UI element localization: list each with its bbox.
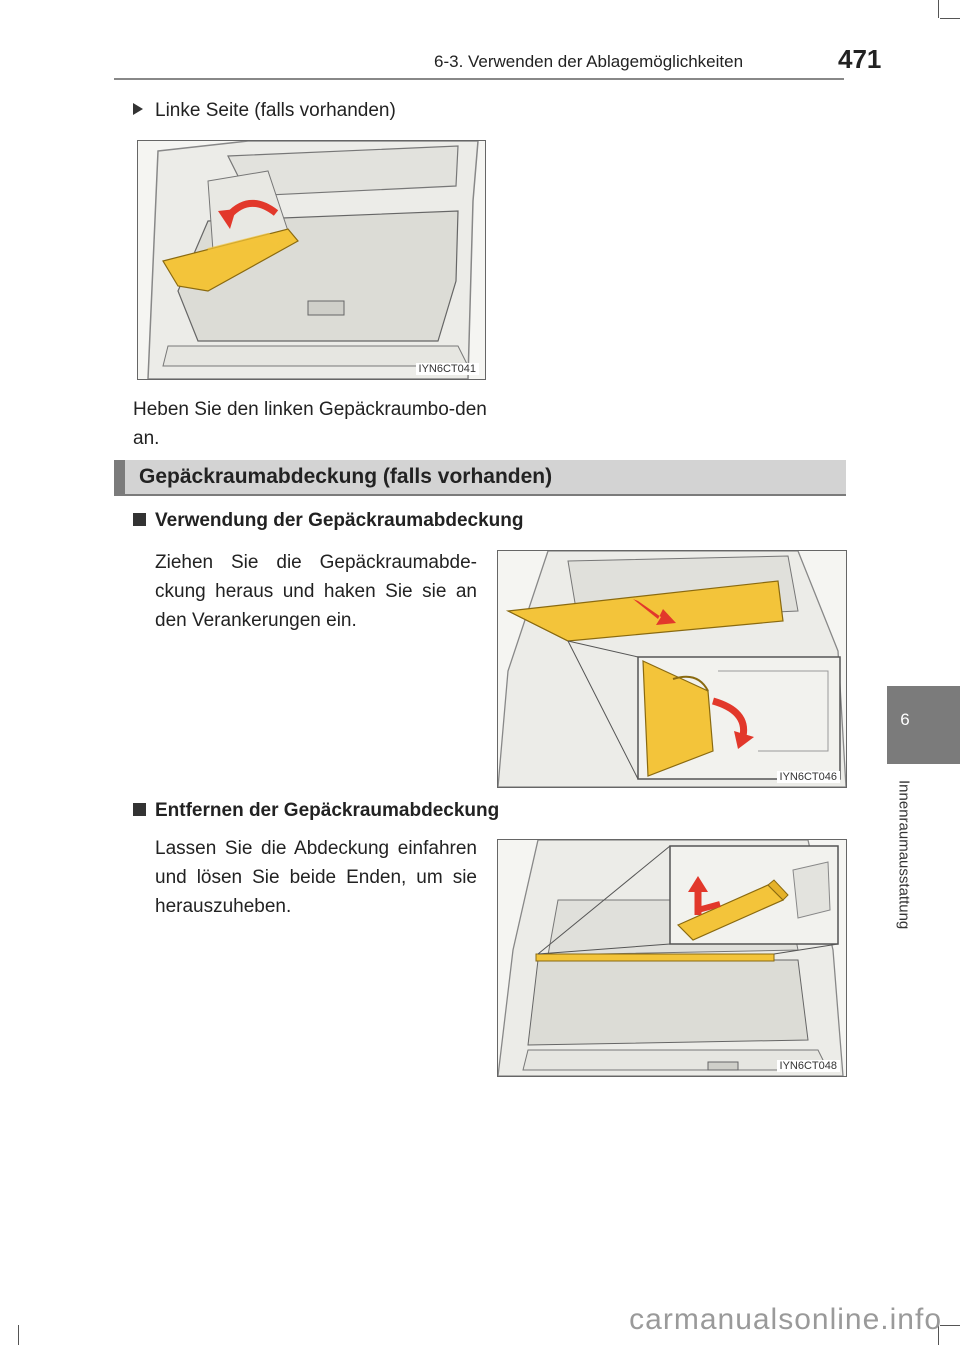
triangle-bullet-icon: [133, 103, 143, 115]
figure-left-floor: [137, 140, 486, 380]
figure-code: IYN6CT046: [777, 771, 840, 783]
crop-mark: [938, 0, 939, 18]
trunk-illustration-left: [138, 141, 485, 379]
square-bullet-icon: [133, 803, 146, 816]
left-side-heading: [133, 96, 396, 125]
remove-cover-heading-text: Entfernen der Gepäckraumabdeckung: [155, 800, 500, 821]
watermark: carmanualsonline.info: [629, 1303, 942, 1336]
trunk-illustration-remove: [498, 840, 846, 1076]
use-cover-text: Ziehen Sie die Gepäckraumabde-ckung heraus und haken Sie sie an den Verankerungen ein.: [155, 552, 477, 631]
use-cover-heading: [133, 510, 524, 532]
use-cover-heading-text: Verwendung der Gepäckraumabdeckung: [155, 510, 524, 531]
square-bullet-icon: [133, 513, 146, 526]
remove-cover-heading: [133, 800, 499, 822]
remove-cover-text: Lassen Sie die Abdeckung einfahren und lösen Sie beide Enden, um sie herauszuheben.: [155, 838, 477, 917]
header-section-title: 6-3. Verwenden der Ablagemöglichkeiten: [434, 52, 744, 71]
crop-mark: [18, 1325, 19, 1345]
chapter-number: 6: [900, 710, 910, 729]
crop-mark: [940, 18, 960, 19]
figure-use-cover: [497, 550, 847, 788]
crop-mark: [940, 1325, 960, 1326]
section-header-bar: [114, 460, 846, 496]
figure-code: IYN6CT041: [416, 363, 479, 375]
trunk-illustration-cover: [498, 551, 846, 787]
left-side-text: Heben Sie den linken Gepäckraumbo-den an.: [133, 399, 487, 449]
chapter-label: Innenraumausstattung: [895, 780, 913, 930]
section-title: Gepäckraumabdeckung (falls vorhanden): [139, 465, 553, 488]
page-number: 471: [838, 44, 882, 74]
figure-code: IYN6CT048: [777, 1060, 840, 1072]
figure-remove-cover: [497, 839, 847, 1077]
header-rule: [114, 78, 844, 80]
left-side-heading-text: Linke Seite (falls vorhanden): [155, 100, 396, 121]
